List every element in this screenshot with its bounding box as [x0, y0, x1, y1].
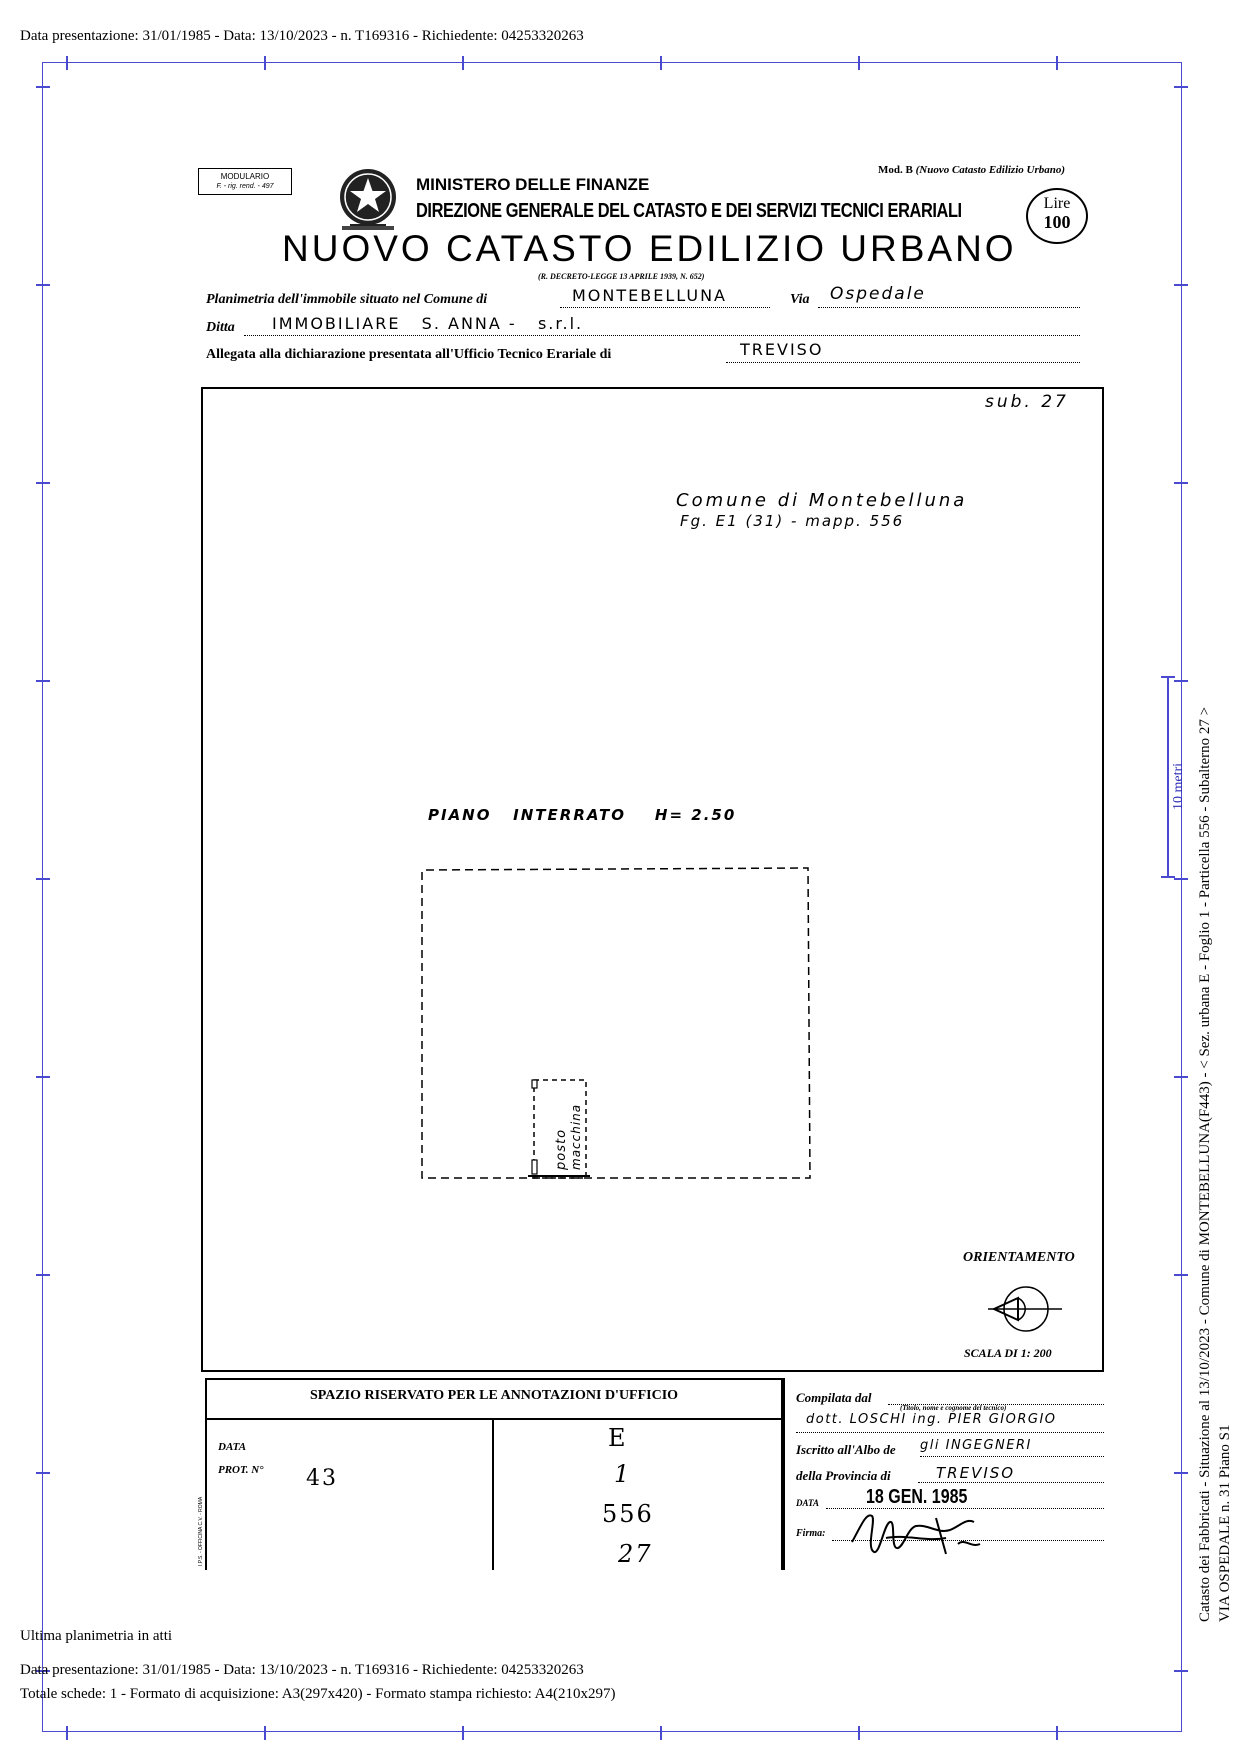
ministry-title: MINISTERO DELLE FINANZE [416, 175, 650, 194]
office-print-mark: I.P.S. - OFFICINA C.V. - ROMA [198, 1496, 204, 1566]
data2-stamp: 18 GEN. 1985 [866, 1486, 968, 1508]
scale-bar-cap-top [1161, 676, 1175, 678]
modulario-box [198, 168, 292, 195]
office-title: SPAZIO RISERVATO PER LE ANNOTAZIONI D'UFFICIO [309, 1388, 679, 1403]
footer-line2: Totale schede: 1 - Formato di acquisizione: A3(297x420) - Formato stampa richiesto: A4(210x297) [20, 1686, 616, 1702]
allegata-value: TREVISO [740, 340, 824, 359]
allegata-label: Allegata alla dichiarazione presentata all'Ufficio Tecnico Erariale di [206, 347, 612, 362]
provincia-value: TREVISO [936, 1464, 1016, 1482]
lire-label: Lire [1043, 195, 1071, 212]
iscritto-value: gli INGEGNERI [920, 1438, 1032, 1453]
posto-line1: posto [554, 1128, 569, 1170]
room-outline [420, 866, 816, 1184]
iscritto-label: Iscritto all'Albo de [796, 1442, 896, 1457]
comune-note: Comune di Montebelluna [676, 490, 968, 511]
compilata-note: (Titolo, nome e cognome del tecnico) [900, 1404, 1007, 1412]
mod-b-label [878, 164, 1065, 176]
lire-value: 100 [1043, 212, 1071, 232]
office-col-e: E [608, 1424, 628, 1452]
sub-label: sub. 27 [985, 392, 1069, 412]
compilata-value: dott. LOSCHI ing. PIER GIORGIO [806, 1412, 1057, 1427]
via-value: Ospedale [830, 284, 926, 304]
provincia-label: della Provincia di [796, 1468, 891, 1483]
footer-line1: Data presentazione: 31/01/1985 - Data: 13/10/2023 - n. T169316 - Richiedente: 04253320263 [20, 1662, 584, 1678]
side-text-line2: VIA OSPEDALE n. 31 Piano S1 [1217, 1424, 1233, 1622]
side-text-line1: Catasto dei Fabbricati - Situazione al 13/10/2023 - Comune di MONTEBELLUNA(F443) - < Sez. urbana E - Foglio 1 - Particella 556 - Subalterno 27 > [1197, 706, 1213, 1622]
data2-label: DATA [796, 1498, 820, 1508]
emblem-icon [336, 164, 400, 234]
office-col-556: 556 [602, 1500, 654, 1528]
decree-note: (R. DECRETO-LEGGE 13 APRILE 1939, N. 652) [538, 272, 705, 281]
scale-bar-cap-bottom [1161, 876, 1175, 878]
compilata-label: Compilata dal [796, 1390, 872, 1405]
directorate-title: DIREZIONE GENERALE DEL CATASTO E DEI SERVIZI TECNICI ERARIALI [416, 200, 962, 222]
office-prot-value: 43 [306, 1466, 338, 1491]
page-title: NUOVO CATASTO EDILIZIO URBANO [282, 228, 1017, 269]
office-prot-label: PROT. N° [218, 1464, 264, 1476]
modulario-label: MODULARIO [220, 172, 270, 181]
office-data-label: DATA [218, 1441, 247, 1453]
foglio-note: Fg. E1 (31) - mapp. 556 [680, 512, 905, 530]
office-col-27: 27 [618, 1540, 653, 1568]
scala-label: SCALA DI 1: 200 [964, 1346, 1052, 1360]
mod-b-prefix: Mod. B [878, 164, 913, 176]
firma-label: Firma: [796, 1528, 826, 1539]
signature-icon [846, 1498, 996, 1560]
piano-label: PIANO INTERRATO H= 2.50 [428, 806, 737, 824]
ditta-value: IMMOBILIARE S. ANNA - s.r.l. [272, 314, 584, 333]
ultima-note: Ultima planimetria in atti [20, 1628, 173, 1644]
north-arrow-icon [984, 1278, 1064, 1340]
ditta-label: Ditta [206, 320, 235, 335]
posto-macchina-label [555, 1104, 583, 1170]
mod-b-note: (Nuovo Catasto Edilizio Urbano) [915, 164, 1066, 176]
planimetria-label: Planimetria dell'immobile situato nel Comune di [206, 292, 488, 307]
scale-bar-label: 10 metri [1171, 762, 1186, 810]
scale-bar-line [1167, 676, 1169, 878]
office-box [205, 1378, 783, 1570]
via-label: Via [790, 292, 810, 307]
office-col-1: 1 [614, 1460, 632, 1488]
comune-value: MONTEBELLUNA [572, 286, 727, 305]
modulario-sub: F. - rig. rend. - 497 [216, 183, 274, 190]
orientamento-label: ORIENTAMENTO [963, 1250, 1075, 1265]
top-header: Data presentazione: 31/01/1985 - Data: 13/10/2023 - n. T169316 - Richiedente: 04253320263 [20, 28, 584, 44]
posto-line2: macchina [569, 1103, 583, 1170]
lire-stamp [1026, 188, 1088, 244]
